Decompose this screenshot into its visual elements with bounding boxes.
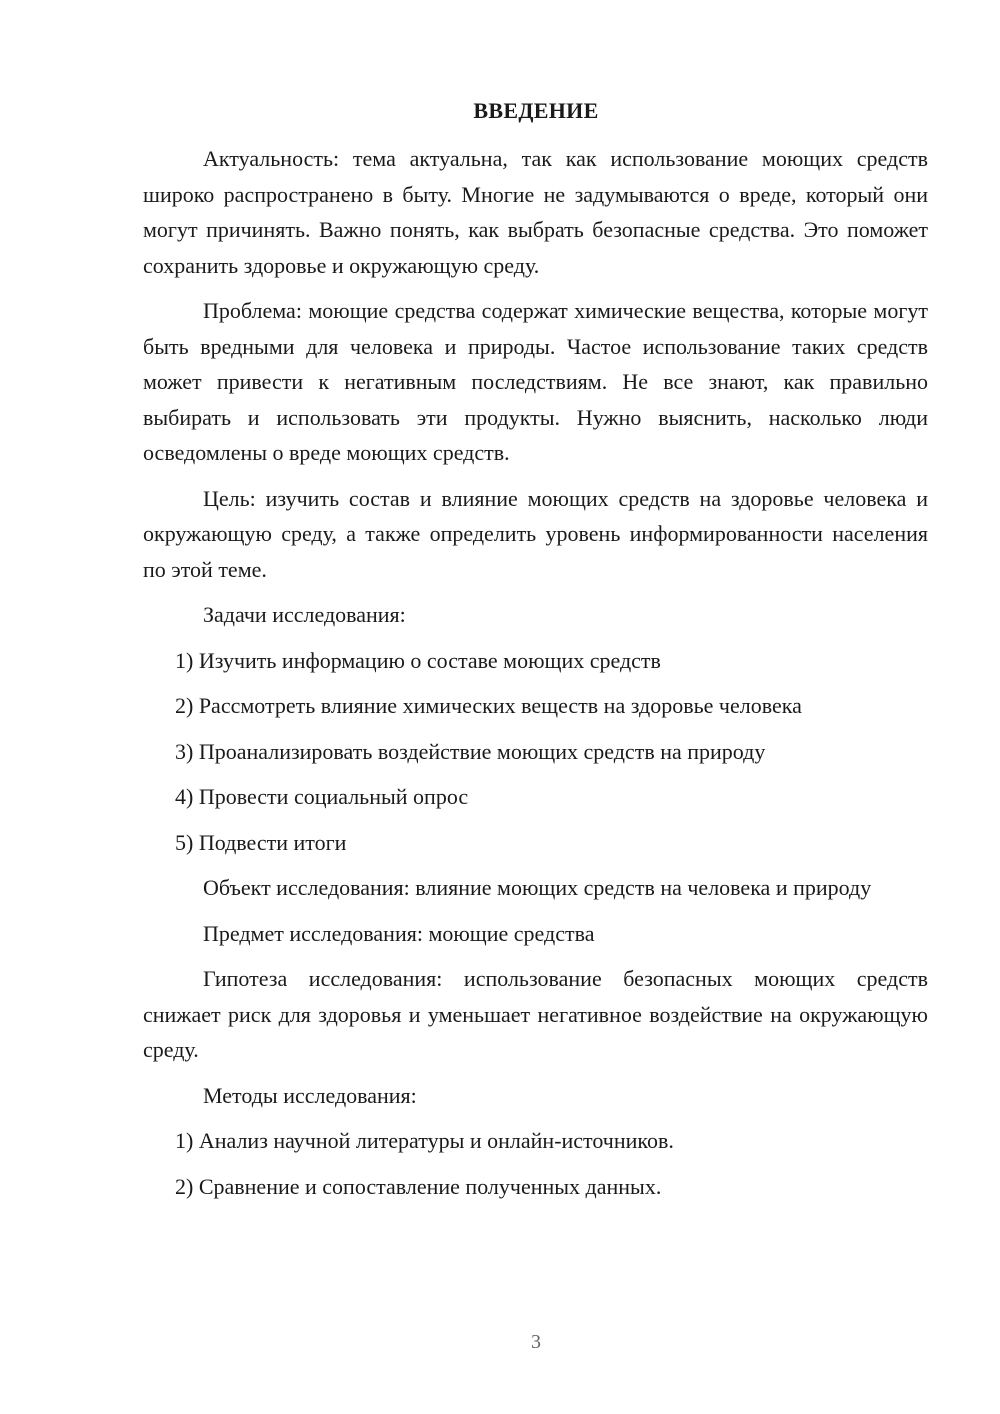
task-item: 3) Проанализировать воздействие моющих средств на природу xyxy=(175,738,766,764)
object-paragraph: Объект исследования: влияние моющих средств на человека и природу xyxy=(203,875,872,900)
method-item: 1) Анализ научной литературы и онлайн-источников. xyxy=(175,1128,674,1153)
task-item: 2) Рассмотреть влияние химических веществ на здоровье человека xyxy=(175,693,802,718)
task-item: 5) Подвести итоги xyxy=(175,829,347,855)
relevance-paragraph: Актуальность: тема актуальна, так как использование моющих средств широко распространено в быту. Многие не задумываются о вреде, который они могут причинять. Важно понять, как выбрать безопасные средства. Это поможет сохранить здоровье и окружающую среду. xyxy=(143,146,928,278)
section-title: ВВЕДЕНИЕ xyxy=(473,98,599,123)
goal-paragraph: Цель: изучить состав и влияние моющих средств на здоровье человека и окружающую среду, а также определить уровень информированности населения по этой теме. xyxy=(143,485,928,582)
subject-paragraph: Предмет исследования: моющие средства xyxy=(203,920,595,946)
section-body xyxy=(143,141,928,1214)
problem-paragraph: Проблема: моющие средства содержат химические вещества, которые могут быть вредными для человека и природы. Частое использование таких средств может привести к негативным последствиям. Не все знают, как правильно выбирать и использовать эти продукты. Нужно выяснить, насколько люди осведомлены о вреде моющих средств. xyxy=(143,298,928,465)
method-item: 2) Сравнение и сопоставление полученных данных. xyxy=(175,1173,662,1199)
task-item: 4) Провести социальный опрос xyxy=(175,784,469,809)
tasks-heading: Задачи исследования: xyxy=(203,602,406,627)
page-number: 3 xyxy=(531,1331,541,1353)
hypothesis-paragraph: Гипотеза исследования: использование безопасных моющих средств снижает риск для здоровья и уменьшает негативное воздействие на окружающую среду. xyxy=(143,966,928,1062)
methods-heading: Методы исследования: xyxy=(203,1082,417,1108)
task-item: 1) Изучить информацию о составе моющих средств xyxy=(175,647,661,673)
